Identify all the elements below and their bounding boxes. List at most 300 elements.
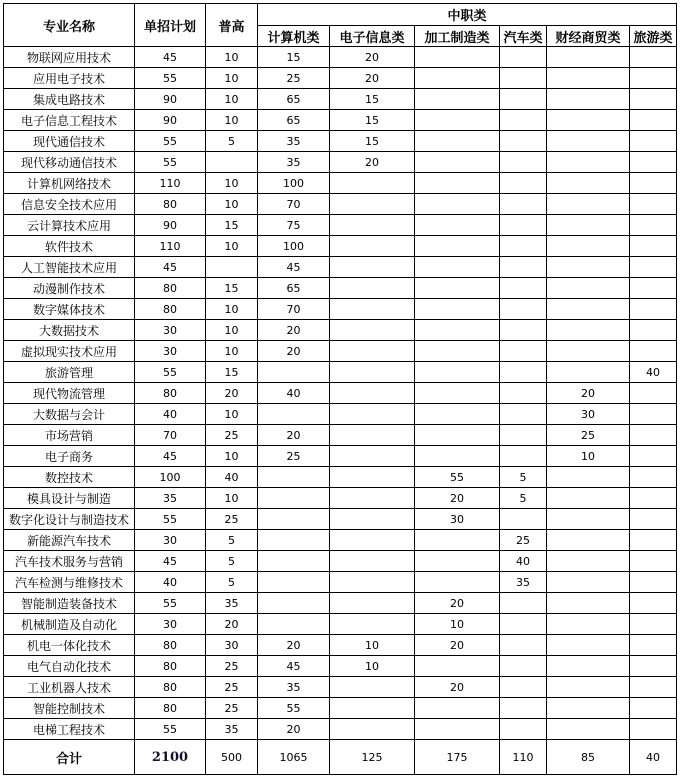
computer-cell: 35 (258, 152, 330, 173)
automotive-cell (500, 635, 547, 656)
plan-cell: 55 (135, 362, 206, 383)
table-row (4, 551, 677, 572)
plan-cell: 30 (135, 614, 206, 635)
computer-cell: 70 (258, 194, 330, 215)
finance-trade-cell (547, 677, 630, 698)
general-high-cell: 10 (206, 320, 258, 341)
tourism-cell (630, 698, 677, 719)
tourism-cell: 40 (630, 362, 677, 383)
computer-cell: 55 (258, 698, 330, 719)
plan-cell: 30 (135, 320, 206, 341)
table-row (4, 698, 677, 719)
major-name-cell: 现代物流管理 (4, 383, 135, 404)
electronic-info-cell (330, 320, 415, 341)
manufacturing-cell: 30 (415, 509, 500, 530)
major-name-cell: 数控技术 (4, 467, 135, 488)
manufacturing-cell (415, 47, 500, 68)
table-row (4, 677, 677, 698)
tourism-cell (630, 110, 677, 131)
electronic-info-cell: 15 (330, 89, 415, 110)
automotive-cell (500, 614, 547, 635)
electronic-info-cell: 15 (330, 110, 415, 131)
automotive-cell (500, 593, 547, 614)
finance-trade-cell (547, 488, 630, 509)
plan-cell: 100 (135, 467, 206, 488)
major-name-cell: 计算机网络技术 (4, 173, 135, 194)
manufacturing-cell (415, 425, 500, 446)
tourism-cell (630, 425, 677, 446)
automotive-cell (500, 257, 547, 278)
manufacturing-cell (415, 236, 500, 257)
total-computer: 1065 (258, 740, 330, 775)
tourism-cell (630, 131, 677, 152)
table-row (4, 89, 677, 110)
automotive-cell (500, 719, 547, 740)
plan-cell: 80 (135, 299, 206, 320)
automotive-cell (500, 47, 547, 68)
tourism-cell (630, 89, 677, 110)
finance-trade-cell (547, 509, 630, 530)
general-high-cell: 10 (206, 47, 258, 68)
major-name-cell: 数字媒体技术 (4, 299, 135, 320)
finance-trade-cell (547, 131, 630, 152)
manufacturing-cell: 20 (415, 635, 500, 656)
total-plan: 2100 (135, 740, 206, 775)
table-row (4, 68, 677, 89)
plan-cell: 90 (135, 89, 206, 110)
automotive-cell (500, 404, 547, 425)
finance-trade-cell (547, 467, 630, 488)
electronic-info-cell (330, 278, 415, 299)
manufacturing-cell (415, 656, 500, 677)
tourism-cell (630, 677, 677, 698)
tourism-cell (630, 173, 677, 194)
electronic-info-cell: 15 (330, 131, 415, 152)
automotive-cell (500, 425, 547, 446)
table-row (4, 299, 677, 320)
general-high-cell: 25 (206, 656, 258, 677)
electronic-info-cell: 10 (330, 635, 415, 656)
table-row (4, 530, 677, 551)
automotive-cell (500, 89, 547, 110)
manufacturing-cell: 20 (415, 593, 500, 614)
automotive-cell (500, 68, 547, 89)
plan-cell: 40 (135, 572, 206, 593)
general-high-cell: 10 (206, 341, 258, 362)
electronic-info-cell (330, 362, 415, 383)
manufacturing-cell (415, 278, 500, 299)
automotive-cell (500, 215, 547, 236)
plan-cell: 80 (135, 698, 206, 719)
electronic-info-cell (330, 383, 415, 404)
finance-trade-cell: 30 (547, 404, 630, 425)
major-name-cell: 电梯工程技术 (4, 719, 135, 740)
manufacturing-cell (415, 299, 500, 320)
manufacturing-cell (415, 173, 500, 194)
header-vocational: 中职类 (258, 4, 677, 26)
plan-cell: 55 (135, 68, 206, 89)
table-row (4, 614, 677, 635)
table-row (4, 488, 677, 509)
table-row (4, 236, 677, 257)
automotive-cell (500, 446, 547, 467)
general-high-cell: 35 (206, 593, 258, 614)
tourism-cell (630, 383, 677, 404)
computer-cell: 75 (258, 215, 330, 236)
electronic-info-cell (330, 698, 415, 719)
computer-cell: 40 (258, 383, 330, 404)
computer-cell: 20 (258, 635, 330, 656)
manufacturing-cell (415, 110, 500, 131)
electronic-info-cell (330, 551, 415, 572)
automotive-cell (500, 173, 547, 194)
manufacturing-cell (415, 194, 500, 215)
tourism-cell (630, 719, 677, 740)
general-high-cell: 5 (206, 551, 258, 572)
major-name-cell: 旅游管理 (4, 362, 135, 383)
automotive-cell (500, 110, 547, 131)
finance-trade-cell (547, 572, 630, 593)
computer-cell: 20 (258, 320, 330, 341)
table-row (4, 446, 677, 467)
plan-cell: 110 (135, 236, 206, 257)
finance-trade-cell (547, 614, 630, 635)
plan-cell: 80 (135, 656, 206, 677)
general-high-cell: 10 (206, 173, 258, 194)
major-name-cell: 大数据与会计 (4, 404, 135, 425)
computer-cell: 25 (258, 446, 330, 467)
plan-cell: 45 (135, 446, 206, 467)
header-manufacturing: 加工制造类 (415, 26, 500, 47)
table-row (4, 467, 677, 488)
automotive-cell (500, 320, 547, 341)
table-row (4, 404, 677, 425)
finance-trade-cell: 25 (547, 425, 630, 446)
major-name-cell: 机电一体化技术 (4, 635, 135, 656)
manufacturing-cell (415, 362, 500, 383)
electronic-info-cell: 20 (330, 152, 415, 173)
general-high-cell: 15 (206, 362, 258, 383)
manufacturing-cell (415, 257, 500, 278)
table-row (4, 341, 677, 362)
header-tourism: 旅游类 (630, 26, 677, 47)
general-high-cell: 5 (206, 572, 258, 593)
finance-trade-cell: 20 (547, 383, 630, 404)
computer-cell: 45 (258, 257, 330, 278)
electronic-info-cell: 10 (330, 656, 415, 677)
plan-cell: 110 (135, 173, 206, 194)
table-row (4, 47, 677, 68)
computer-cell (258, 593, 330, 614)
header-electronic-info: 电子信息类 (330, 26, 415, 47)
table-row (4, 362, 677, 383)
computer-cell: 70 (258, 299, 330, 320)
tourism-cell (630, 656, 677, 677)
table-row (4, 719, 677, 740)
manufacturing-cell: 55 (415, 467, 500, 488)
plan-cell: 35 (135, 488, 206, 509)
table-row (4, 383, 677, 404)
major-name-cell: 人工智能技术应用 (4, 257, 135, 278)
plan-cell: 90 (135, 215, 206, 236)
plan-cell: 40 (135, 404, 206, 425)
plan-cell: 80 (135, 677, 206, 698)
tourism-cell (630, 509, 677, 530)
automotive-cell: 5 (500, 488, 547, 509)
major-name-cell: 电子商务 (4, 446, 135, 467)
automotive-cell (500, 362, 547, 383)
plan-cell: 80 (135, 278, 206, 299)
electronic-info-cell (330, 257, 415, 278)
general-high-cell: 40 (206, 467, 258, 488)
general-high-cell: 10 (206, 488, 258, 509)
total-electronic-info: 125 (330, 740, 415, 775)
tourism-cell (630, 68, 677, 89)
table-row (4, 509, 677, 530)
tourism-cell (630, 194, 677, 215)
total-label: 合计 (4, 740, 135, 775)
tourism-cell (630, 446, 677, 467)
total-manufacturing: 175 (415, 740, 500, 775)
general-high-cell: 10 (206, 236, 258, 257)
major-name-cell: 市场营销 (4, 425, 135, 446)
table-row (4, 656, 677, 677)
manufacturing-cell (415, 320, 500, 341)
table-row (4, 194, 677, 215)
electronic-info-cell (330, 404, 415, 425)
plan-cell: 45 (135, 257, 206, 278)
finance-trade-cell (547, 47, 630, 68)
major-name-cell: 工业机器人技术 (4, 677, 135, 698)
header-automotive: 汽车类 (500, 26, 547, 47)
computer-cell: 20 (258, 425, 330, 446)
finance-trade-cell (547, 698, 630, 719)
finance-trade-cell (547, 194, 630, 215)
general-high-cell: 30 (206, 635, 258, 656)
finance-trade-cell (547, 362, 630, 383)
table-row (4, 173, 677, 194)
major-name-cell: 应用电子技术 (4, 68, 135, 89)
major-name-cell: 汽车技术服务与营销 (4, 551, 135, 572)
plan-cell: 55 (135, 509, 206, 530)
computer-cell (258, 614, 330, 635)
plan-cell: 80 (135, 383, 206, 404)
tourism-cell (630, 635, 677, 656)
finance-trade-cell (547, 152, 630, 173)
electronic-info-cell (330, 677, 415, 698)
finance-trade-cell (547, 530, 630, 551)
total-tourism: 40 (630, 740, 677, 775)
finance-trade-cell (547, 593, 630, 614)
tourism-cell (630, 152, 677, 173)
computer-cell (258, 551, 330, 572)
manufacturing-cell (415, 215, 500, 236)
general-high-cell: 35 (206, 719, 258, 740)
major-name-cell: 模具设计与制造 (4, 488, 135, 509)
header-major-name: 专业名称 (4, 4, 135, 47)
table-row (4, 131, 677, 152)
finance-trade-cell (547, 215, 630, 236)
electronic-info-cell (330, 572, 415, 593)
automotive-cell (500, 656, 547, 677)
tourism-cell (630, 551, 677, 572)
tourism-cell (630, 236, 677, 257)
electronic-info-cell (330, 593, 415, 614)
header-computer: 计算机类 (258, 26, 330, 47)
electronic-info-cell (330, 488, 415, 509)
electronic-info-cell (330, 509, 415, 530)
manufacturing-cell (415, 572, 500, 593)
major-name-cell: 现代通信技术 (4, 131, 135, 152)
electronic-info-cell (330, 719, 415, 740)
major-name-cell: 云计算技术应用 (4, 215, 135, 236)
table-row (4, 635, 677, 656)
table-row (4, 425, 677, 446)
plan-cell: 45 (135, 47, 206, 68)
major-name-cell: 物联网应用技术 (4, 47, 135, 68)
electronic-info-cell (330, 446, 415, 467)
automotive-cell (500, 341, 547, 362)
total-general: 500 (206, 740, 258, 775)
computer-cell: 35 (258, 677, 330, 698)
computer-cell: 25 (258, 68, 330, 89)
finance-trade-cell (547, 341, 630, 362)
major-name-cell: 机械制造及自动化 (4, 614, 135, 635)
major-name-cell: 集成电路技术 (4, 89, 135, 110)
electronic-info-cell (330, 194, 415, 215)
plan-cell: 80 (135, 194, 206, 215)
computer-cell: 20 (258, 341, 330, 362)
general-high-cell: 10 (206, 194, 258, 215)
finance-trade-cell (547, 299, 630, 320)
general-high-cell: 10 (206, 110, 258, 131)
plan-cell: 55 (135, 593, 206, 614)
general-high-cell: 10 (206, 404, 258, 425)
tourism-cell (630, 572, 677, 593)
computer-cell (258, 530, 330, 551)
general-high-cell: 15 (206, 215, 258, 236)
computer-cell: 35 (258, 131, 330, 152)
automotive-cell: 5 (500, 467, 547, 488)
general-high-cell: 20 (206, 383, 258, 404)
electronic-info-cell (330, 614, 415, 635)
general-high-cell: 10 (206, 68, 258, 89)
general-high-cell: 5 (206, 530, 258, 551)
electronic-info-cell (330, 173, 415, 194)
finance-trade-cell (547, 551, 630, 572)
tourism-cell (630, 299, 677, 320)
computer-cell: 65 (258, 89, 330, 110)
manufacturing-cell (415, 551, 500, 572)
table-row (4, 320, 677, 341)
plan-cell: 55 (135, 719, 206, 740)
plan-cell: 90 (135, 110, 206, 131)
finance-trade-cell (547, 173, 630, 194)
automotive-cell (500, 698, 547, 719)
finance-trade-cell (547, 110, 630, 131)
table-body (4, 47, 677, 740)
tourism-cell (630, 215, 677, 236)
automotive-cell (500, 299, 547, 320)
automotive-cell (500, 131, 547, 152)
header-finance-trade: 财经商贸类 (547, 26, 630, 47)
general-high-cell: 5 (206, 131, 258, 152)
plan-cell: 30 (135, 341, 206, 362)
computer-cell (258, 509, 330, 530)
computer-cell (258, 572, 330, 593)
general-high-cell (206, 152, 258, 173)
tourism-cell (630, 614, 677, 635)
finance-trade-cell (547, 635, 630, 656)
tourism-cell (630, 488, 677, 509)
computer-cell: 65 (258, 110, 330, 131)
plan-cell: 45 (135, 551, 206, 572)
plan-cell: 55 (135, 152, 206, 173)
electronic-info-cell (330, 299, 415, 320)
computer-cell: 20 (258, 719, 330, 740)
manufacturing-cell (415, 341, 500, 362)
manufacturing-cell (415, 719, 500, 740)
total-finance-trade: 85 (547, 740, 630, 775)
computer-cell: 100 (258, 173, 330, 194)
tourism-cell (630, 257, 677, 278)
computer-cell: 100 (258, 236, 330, 257)
header-general-high: 普高 (206, 4, 258, 47)
total-automotive: 110 (500, 740, 547, 775)
plan-cell: 55 (135, 131, 206, 152)
tourism-cell (630, 47, 677, 68)
electronic-info-cell: 20 (330, 68, 415, 89)
tourism-cell (630, 530, 677, 551)
finance-trade-cell (547, 278, 630, 299)
table-row (4, 152, 677, 173)
electronic-info-cell (330, 425, 415, 446)
major-name-cell: 软件技术 (4, 236, 135, 257)
automotive-cell (500, 677, 547, 698)
tourism-cell (630, 278, 677, 299)
major-name-cell: 新能源汽车技术 (4, 530, 135, 551)
enrollment-plan-table (3, 3, 677, 775)
table-row (4, 278, 677, 299)
finance-trade-cell: 10 (547, 446, 630, 467)
general-high-cell: 10 (206, 299, 258, 320)
finance-trade-cell (547, 236, 630, 257)
finance-trade-cell (547, 89, 630, 110)
tourism-cell (630, 341, 677, 362)
electronic-info-cell (330, 215, 415, 236)
electronic-info-cell (330, 341, 415, 362)
computer-cell (258, 488, 330, 509)
table-row (4, 572, 677, 593)
general-high-cell: 25 (206, 425, 258, 446)
manufacturing-cell (415, 530, 500, 551)
plan-cell: 30 (135, 530, 206, 551)
computer-cell: 15 (258, 47, 330, 68)
manufacturing-cell: 20 (415, 488, 500, 509)
general-high-cell: 10 (206, 446, 258, 467)
major-name-cell: 智能控制技术 (4, 698, 135, 719)
manufacturing-cell: 10 (415, 614, 500, 635)
general-high-cell: 25 (206, 509, 258, 530)
computer-cell: 65 (258, 278, 330, 299)
computer-cell (258, 467, 330, 488)
major-name-cell: 动漫制作技术 (4, 278, 135, 299)
header-plan: 单招计划 (135, 4, 206, 47)
manufacturing-cell (415, 383, 500, 404)
general-high-cell: 20 (206, 614, 258, 635)
manufacturing-cell (415, 68, 500, 89)
general-high-cell (206, 257, 258, 278)
